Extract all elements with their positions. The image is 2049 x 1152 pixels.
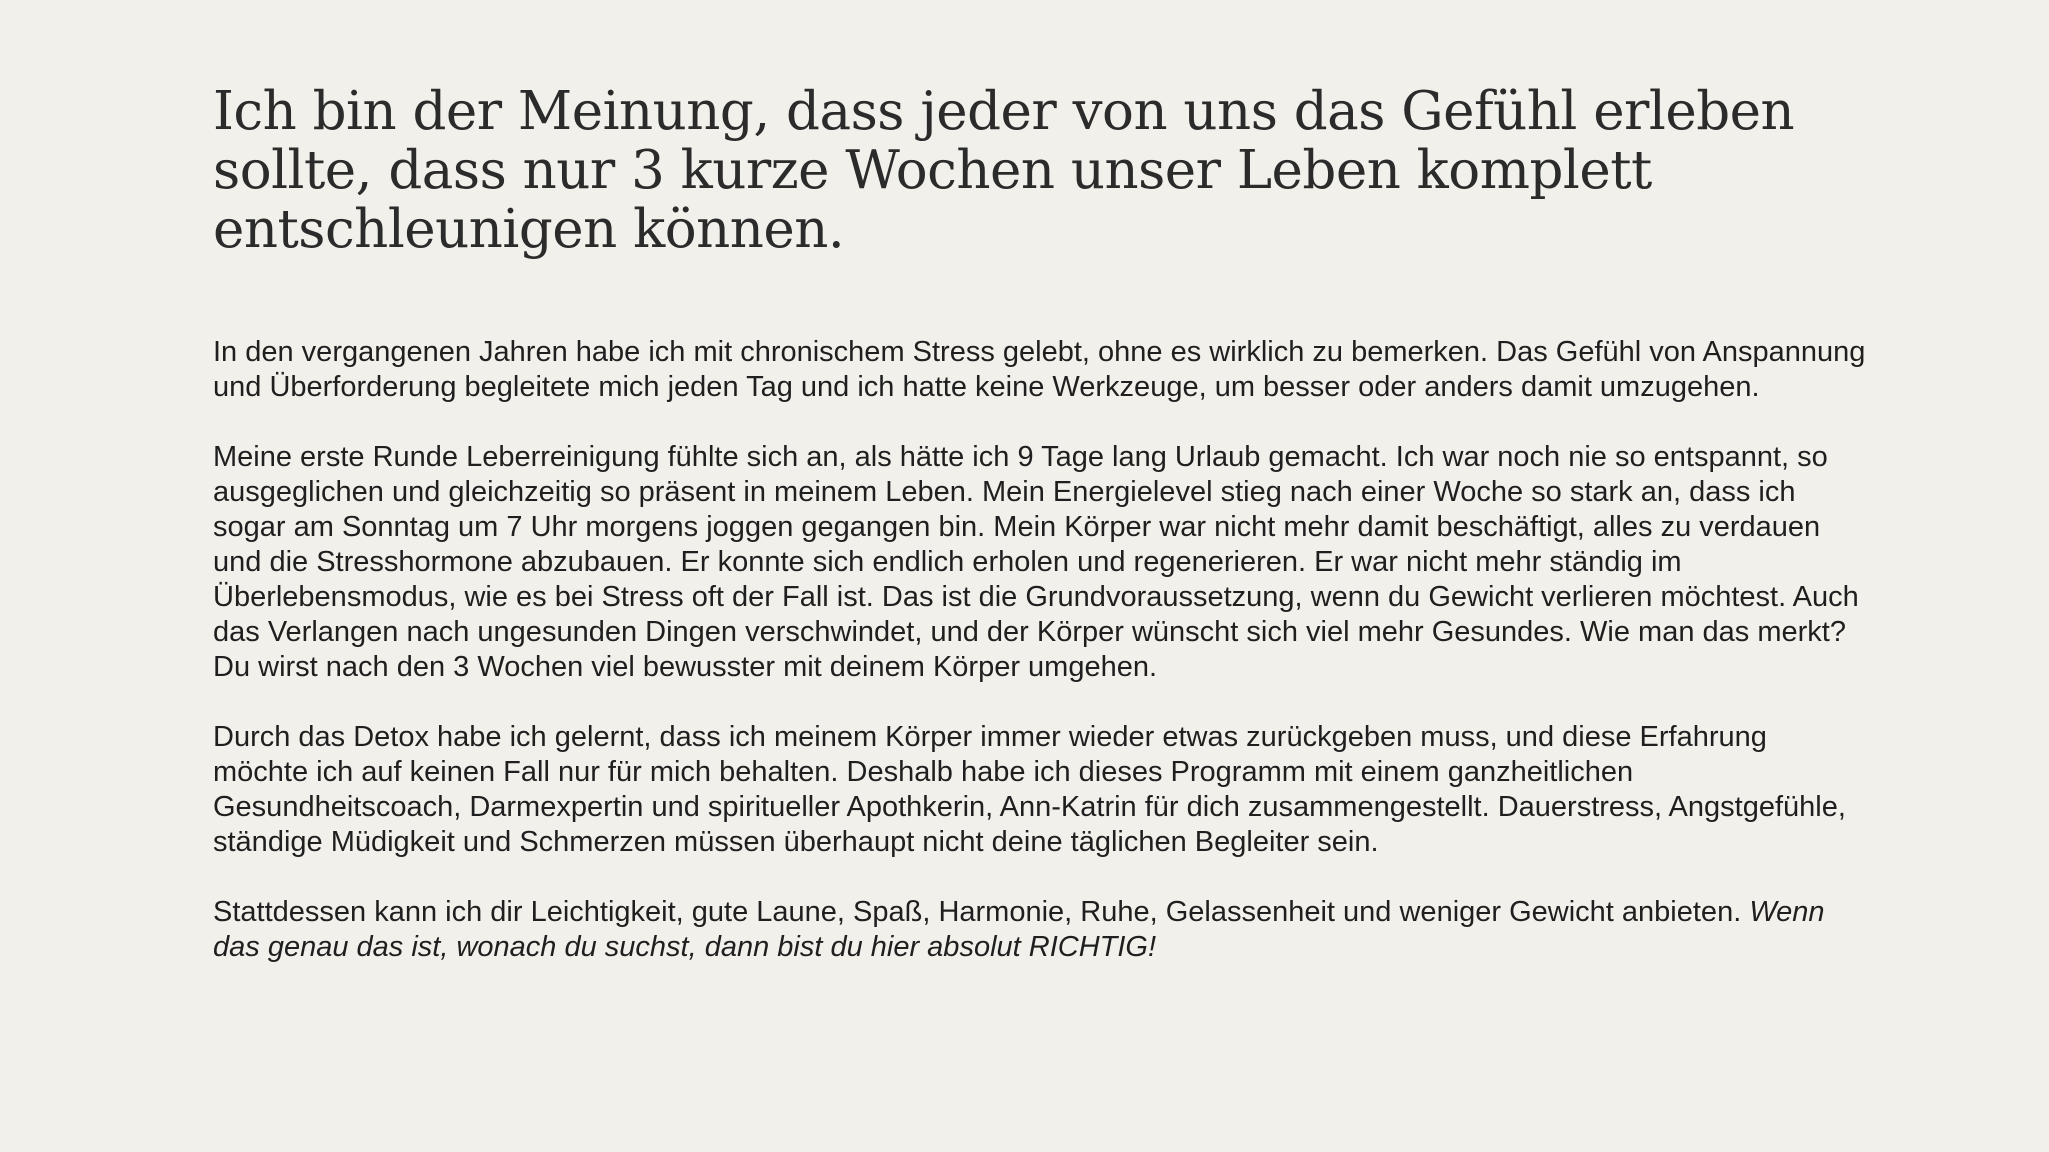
body-text — [213, 335, 1869, 965]
closing-text: Stattdessen kann ich dir Leichtigkeit, gute Laune, Spaß, Harmonie, Ruhe, Gelassenheit und weniger Gewicht anbieten. — [213, 896, 1750, 928]
paragraph-stress: In den vergangenen Jahren habe ich mit chronischem Stress gelebt, ohne es wirklich zu bemerken. Das Gefühl von Anspannung und Überforderung begleitete mich jeden Tag und ich hatte keine Werkzeuge, um besser oder anders damit umzugehen. — [213, 336, 1866, 403]
paragraph-closing — [213, 895, 1869, 965]
headline: Ich bin der Meinung, dass jeder von uns das Gefühl erleben sollte, dass nur 3 kurze Wochen unser Leben komplett entschleunigen können. — [213, 81, 1795, 260]
closing-emphasis: Wenn das genau das ist, wonach du suchst, dann bist du hier absolut RICHTIG! — [213, 896, 1825, 963]
paragraph-leberreinigung: Meine erste Runde Leberreinigung fühlte sich an, als hätte ich 9 Tage lang Urlaub gemacht. Ich war noch nie so entspannt, so ausgeglichen und gleichzeitig so präsent in meinem Leben. Mein Energielevel stieg nach einer Woche so stark an, dass ich sogar am Sonntag um 7 Uhr morgens joggen gegangen bin. Mein Körper war nicht mehr damit beschäftigt, alles zu verdauen und die Stresshormone abzubauen. Er konnte sich endlich erholen und regenerieren. Er war nicht mehr ständig im Überlebensmodus, wie es bei Stress oft der Fall ist. Das ist die Grundvoraussetzung, wenn du Gewicht verlieren möchtest. Auch das Verlangen nach ungesunden Dingen verschwindet, und der Körper wünscht sich viel mehr Gesundes. Wie man das merkt? Du wirst nach den 3 Wochen viel bewusster mit deinem Körper umgehen. — [213, 441, 1859, 683]
paragraph-detox: Durch das Detox habe ich gelernt, dass ich meinem Körper immer wieder etwas zurückgeben muss, und diese Erfahrung möchte ich auf keinen Fall nur für mich behalten. Deshalb habe ich dieses Programm mit einem ganzheitlichen Gesundheitscoach, Darmexpertin und spiritueller Apothkerin, Ann-Katrin für dich zusammengestellt. Dauerstress, Angstgefühle, ständige Müdigkeit und Schmerzen müssen überhaupt nicht deine täglichen Begleiter sein. — [213, 721, 1846, 858]
